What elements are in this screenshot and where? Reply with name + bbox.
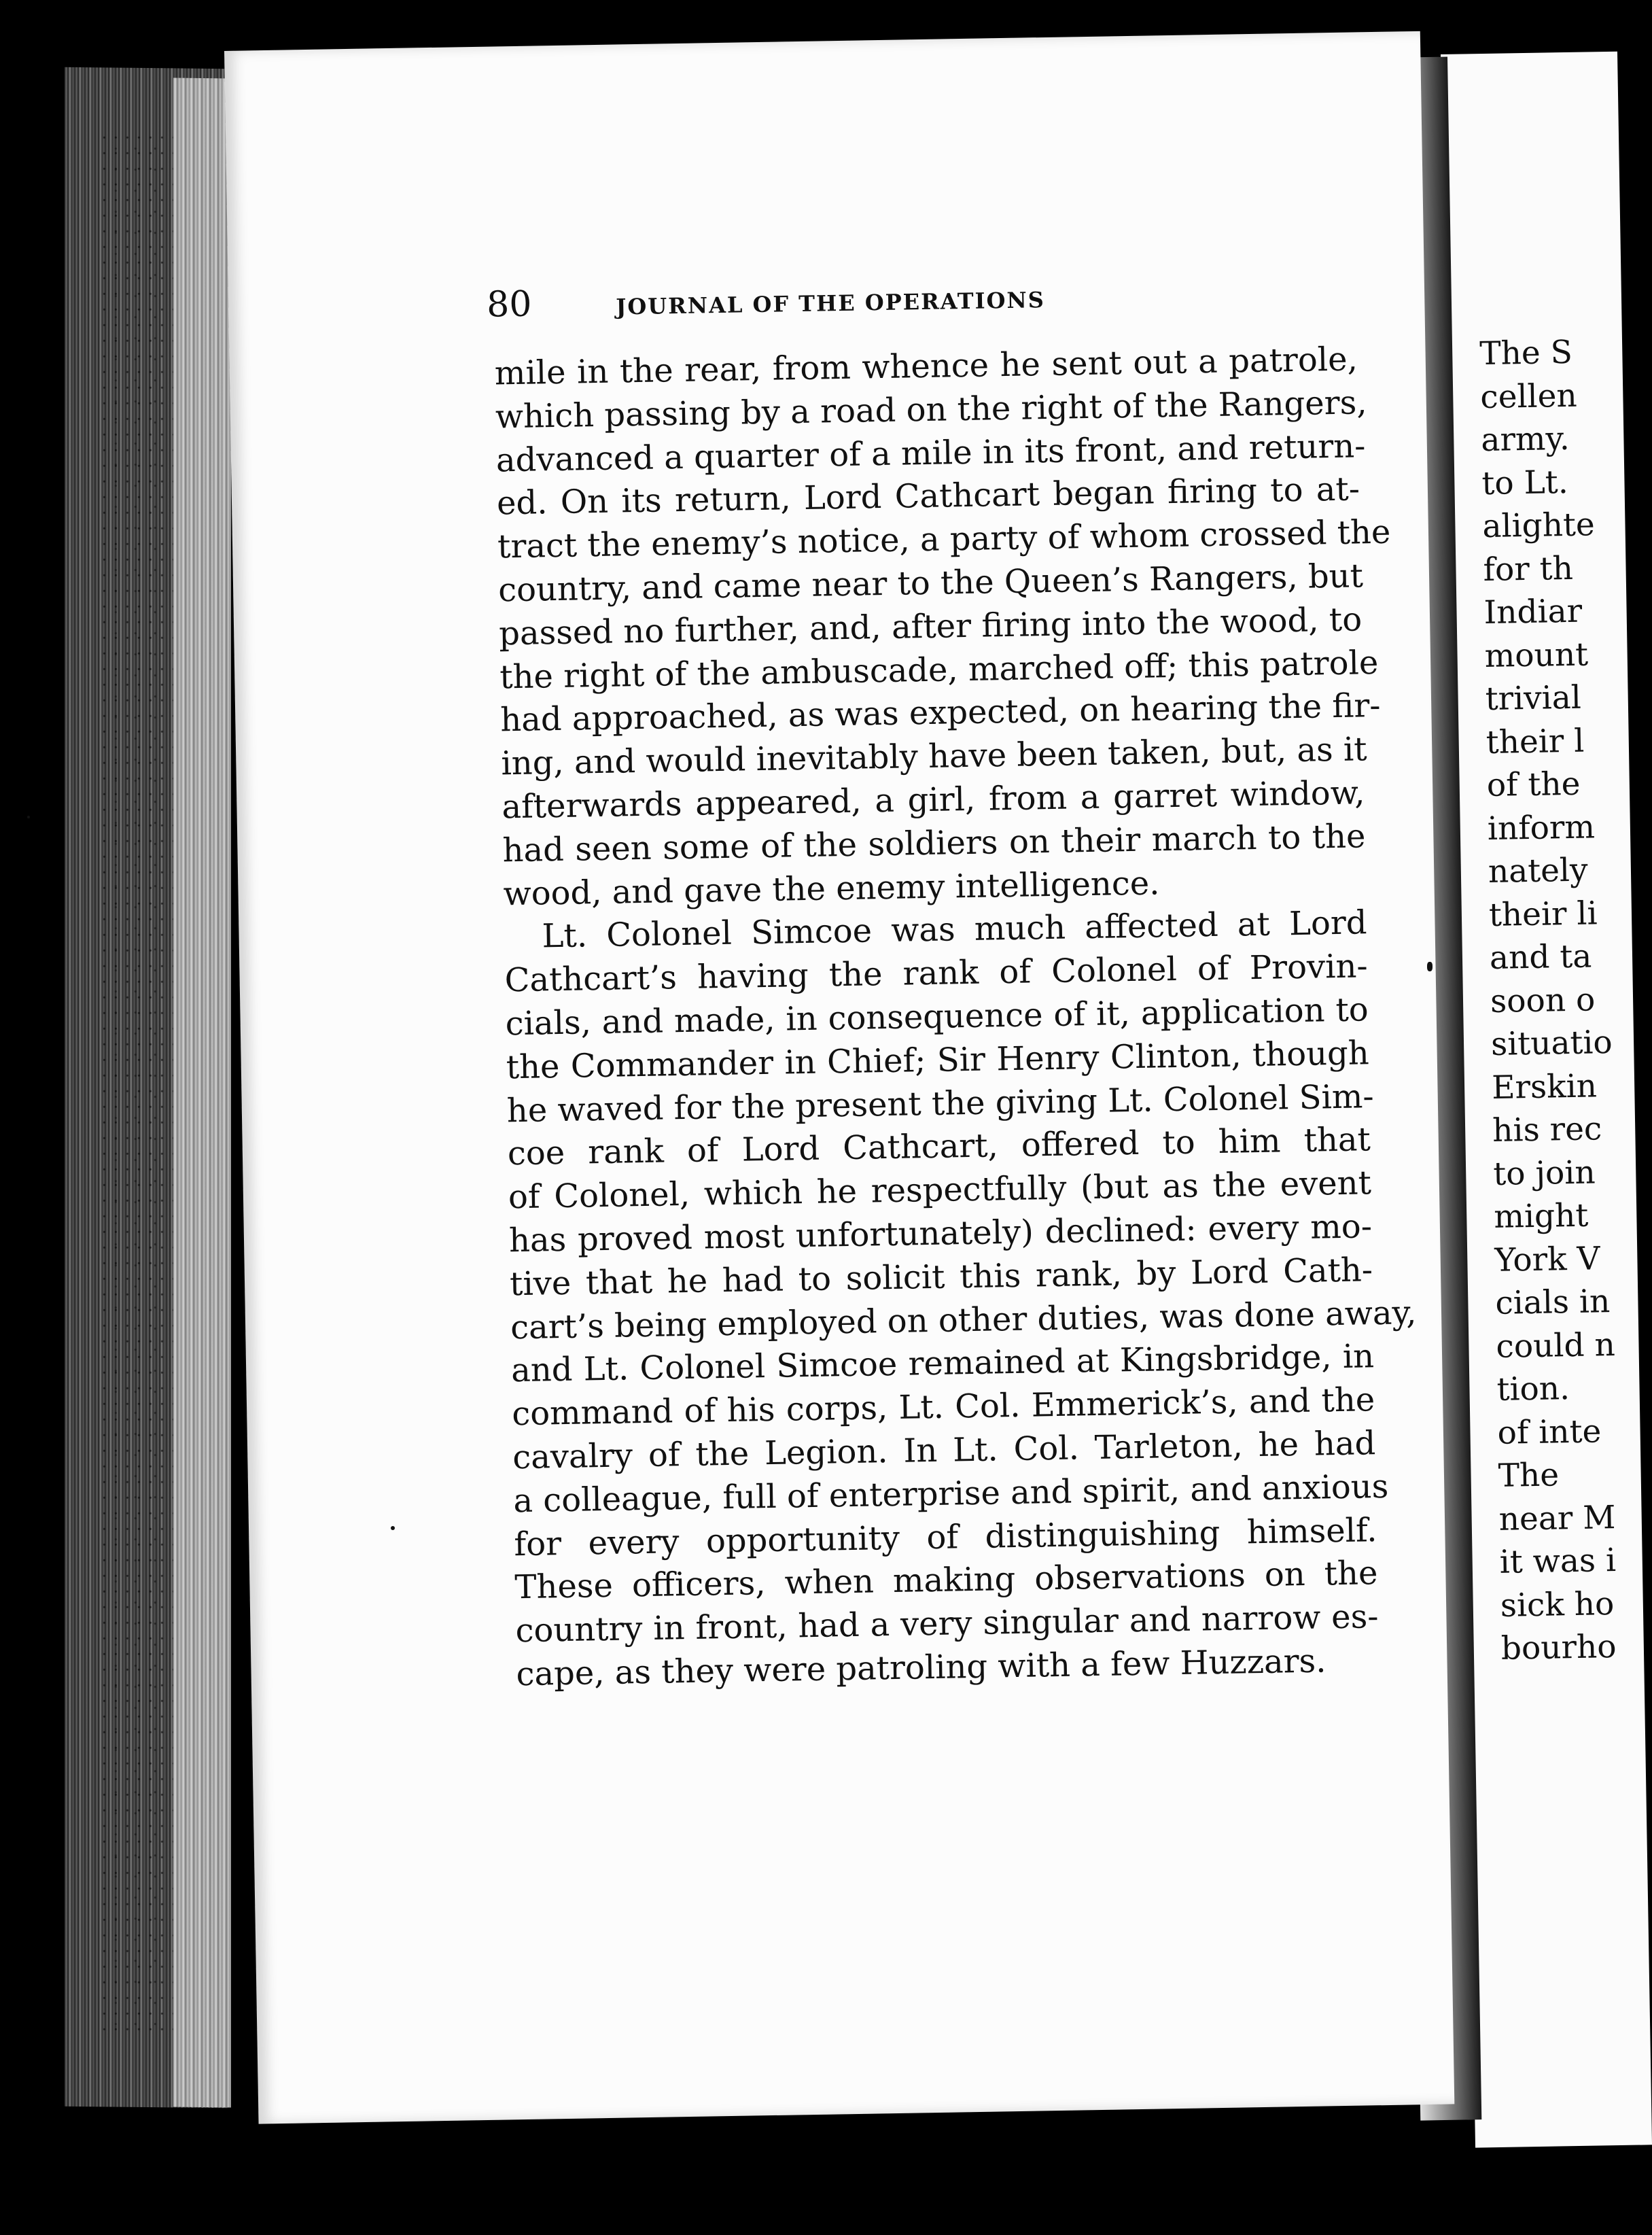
text-line: he waved for the present the giving Lt. Colonel Sim- [506, 1077, 1375, 1130]
text-line: afterwards appeared, a girl, from a garret window, [502, 774, 1365, 827]
running-title: JOURNAL OF THE OPERATIONS [616, 287, 1046, 320]
text-line: advanced a quarter of a mile in its front, and return- [495, 426, 1366, 480]
text-line: wood, and gave the enemy intelligence. [503, 863, 1160, 913]
facing-line: cials in [1495, 1283, 1611, 1322]
text-line: of Colonel, which he respectfully (but as the event [508, 1164, 1372, 1217]
text-line: the right of the ambuscade, marched off; this patrole [499, 643, 1379, 696]
text-line: These officers, when making observations on the [514, 1554, 1378, 1607]
text-line: ing, and would inevitably have been taken, but, as it [500, 730, 1367, 783]
scan-speck [391, 1526, 395, 1530]
facing-line: sick ho [1500, 1584, 1615, 1625]
text-line: cavalry of the Legion. In Lt. Col. Tarleton, he had [512, 1424, 1376, 1477]
facing-line: situatio [1490, 1024, 1613, 1063]
text-line: Lt. Colonel Simcoe was much affected at Lord [542, 903, 1367, 956]
text-line: which passing by a road on the right of the Rangers, [495, 383, 1367, 436]
facing-page-text [1479, 330, 1623, 1670]
facing-line: The S [1479, 333, 1573, 373]
facing-line: of inte [1497, 1412, 1602, 1452]
text-line: command of his corps, Lt. Col. Emmerick’s, and the [511, 1381, 1375, 1434]
text-line: cape, as they were patroling with a few Huzzars. [516, 1642, 1326, 1694]
running-head [487, 270, 1371, 332]
facing-line: The [1498, 1456, 1560, 1495]
facing-line: could n [1496, 1326, 1616, 1366]
text-line: a colleague, full of enterprise and spirit, and anxious [512, 1467, 1389, 1520]
facing-line: his rec [1492, 1110, 1602, 1149]
book-page [224, 31, 1454, 2124]
facing-line: alighte [1482, 506, 1596, 546]
facing-line: cellen [1479, 377, 1578, 416]
text-line: and Lt. Colonel Simcoe remained at Kingsbridge, in [510, 1337, 1375, 1390]
text-line: tract the enemy’s notice, a party of whom crossed the [497, 513, 1391, 566]
facing-line: of the [1486, 765, 1581, 805]
text-line: had approached, as was expected, on hearing the fir- [499, 687, 1381, 740]
facing-line: it was i [1499, 1542, 1617, 1581]
facing-line: York V [1494, 1239, 1600, 1279]
facing-line: might [1493, 1196, 1589, 1236]
facing-line: Indiar [1483, 592, 1583, 632]
facing-line: Erskin [1491, 1067, 1598, 1107]
facing-line: trivial [1485, 678, 1582, 718]
text-line: country in front, had a very singular and narrow es- [515, 1597, 1379, 1650]
facing-line: tion. [1496, 1370, 1570, 1408]
facing-line: their li [1488, 894, 1598, 934]
text-line: for every opportunity of distinguishing himself. [514, 1510, 1377, 1563]
text-line: country, and came near to the Queen’s Rangers, but [497, 557, 1364, 610]
text-line: Cathcart’s having the rank of Colonel of Provin- [504, 947, 1369, 1000]
text-line: cials, and made, in consequence of it, application to [505, 990, 1369, 1043]
facing-line: to join [1492, 1153, 1596, 1193]
facing-line: inform [1487, 808, 1596, 848]
text-line: tive that he had to solicit this rank, by Lord Cath- [509, 1250, 1373, 1304]
facing-line: soon o [1490, 980, 1596, 1020]
facing-line: and ta [1489, 937, 1592, 977]
text-line: the Commander in Chief; Sir Henry Clinton, though [506, 1034, 1370, 1087]
text-line: has proved most unfortunately) declined: every mo- [508, 1207, 1373, 1260]
scan-speck [27, 816, 30, 818]
facing-line: to Lt. [1481, 463, 1569, 502]
body-text [494, 338, 1417, 1697]
facing-line: bourho [1500, 1628, 1617, 1667]
scan-speck [1427, 962, 1433, 971]
text-line: mile in the rear, from whence he sent out a patrole, [494, 340, 1358, 393]
facing-line: for th [1483, 549, 1574, 589]
facing-line: army. [1480, 419, 1570, 460]
page-edge-inner [173, 78, 231, 2108]
facing-line: mount [1484, 636, 1589, 675]
facing-line: near M [1498, 1498, 1616, 1538]
text-line: coe rank of Lord Cathcart, offered to him that [507, 1120, 1371, 1173]
facing-line: nately [1488, 851, 1588, 891]
page-number: 80 [486, 283, 532, 326]
text-line: ed. On its return, Lord Cathcart began firing to at- [496, 470, 1360, 523]
facing-line: their l [1486, 722, 1585, 761]
text-line: passed no further, and, after firing into the wood, to [498, 600, 1363, 653]
text-line: had seen some of the soldiers on their march to the [502, 817, 1366, 870]
text-line: cart’s being employed on other duties, was done away, [510, 1293, 1417, 1347]
